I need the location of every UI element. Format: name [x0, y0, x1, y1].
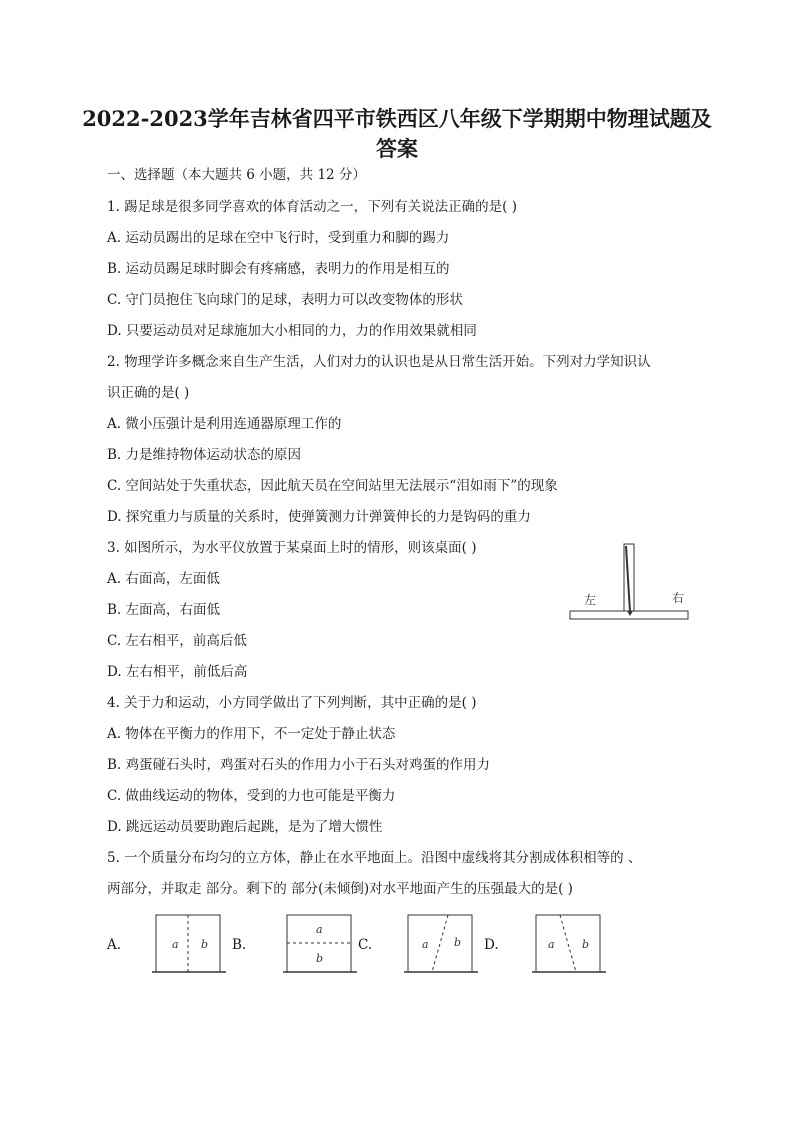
title-line-2: 答案	[376, 136, 418, 161]
cut-line	[432, 915, 448, 972]
question-3-stem: 3. 如图所示，为水平仪放置于某桌面上时的情形，则该桌面( )	[107, 540, 477, 556]
part-b-label: b	[582, 938, 590, 951]
question-2-option-b: B. 力是维持物体运动状态的原因	[107, 447, 302, 463]
question-1-option-c: C. 守门员抱住飞向球门的足球，表明力可以改变物体的形状	[107, 292, 463, 308]
document-title	[60, 104, 734, 164]
left-label: 左	[584, 593, 597, 607]
part-a-label: a	[172, 938, 179, 951]
level-instrument-figure	[566, 540, 694, 624]
question-5-option-b-label: B.	[232, 937, 247, 953]
question-5-stem-line-2: 两部分，并取走 部分。剩下的 部分(未倾倒)对水平地面产生的压强最大的是( )	[107, 881, 573, 897]
section-heading: 一、选择题（本大题共 6 小题，共 12 分）	[107, 167, 366, 183]
question-4-stem: 4. 关于力和运动，小方同学做出了下列判断，其中正确的是( )	[107, 695, 477, 711]
question-2-option-c: C. 空间站处于失重状态，因此航天员在空间站里无法展示“泪如雨下”的现象	[107, 478, 558, 494]
question-4-option-b: B. 鸡蛋碰石头时，鸡蛋对石头的作用力小于石头对鸡蛋的作用力	[107, 757, 491, 773]
question-3-option-d: D. 左右相平，前低后高	[107, 664, 248, 680]
part-a-label: a	[422, 938, 429, 951]
question-4-option-c: C. 做曲线运动的物体，受到的力也可能是平衡力	[107, 788, 396, 804]
title-line-1: 2022-2023学年吉林省四平市铁西区八年级下学期期中物理试题及	[82, 106, 712, 131]
question-2-option-d: D. 探究重力与质量的关系时，使弹簧测力计弹簧伸长的力是钩码的重力	[107, 509, 531, 525]
question-2-option-a: A. 微小压强计是利用连通器原理工作的	[107, 416, 342, 432]
plumb-line	[626, 546, 630, 612]
part-a-label: a	[548, 938, 555, 951]
question-5-figure-b	[281, 912, 359, 976]
part-b-label: b	[454, 936, 462, 949]
question-3-option-c: C. 左右相平，前高后低	[107, 633, 247, 649]
question-5-stem-line-1: 5. 一个质量分布均匀的立方体，静止在水平地面上。沿图中虚线将其分割成体积相等的 、	[107, 850, 642, 866]
question-1-option-a: A. 运动员踢出的足球在空中飞行时，受到重力和脚的踢力	[107, 230, 450, 246]
question-3-option-b: B. 左面高，右面低	[107, 602, 221, 618]
right-label: 右	[672, 591, 685, 605]
plumb-bob	[627, 611, 633, 616]
cut-line	[560, 915, 576, 972]
question-5-option-d-label: D.	[484, 937, 499, 953]
question-5-figure-c	[402, 912, 480, 976]
part-b-label: b	[316, 952, 324, 965]
cube-outline	[536, 915, 600, 972]
question-1-stem: 1. 踢足球是很多同学喜欢的体育活动之一，下列有关说法正确的是( )	[107, 199, 517, 215]
question-5-figure-a	[150, 912, 228, 976]
question-4-option-d: D. 跳远运动员要助跑后起跳，是为了增大惯性	[107, 819, 383, 835]
question-5-option-a-label: A.	[107, 937, 122, 953]
question-2-stem-line-1: 2. 物理学许多概念来自生产生活，人们对力的认识也是从日常生活开始。下列对力学知识认	[107, 354, 651, 370]
part-b-label: b	[201, 938, 209, 951]
part-a-label: a	[316, 923, 323, 936]
question-5-option-c-label: C.	[358, 937, 373, 953]
question-1-option-b: B. 运动员踢足球时脚会有疼痛感，表明力的作用是相互的	[107, 261, 450, 277]
question-2-stem-line-2: 识正确的是( )	[107, 385, 190, 401]
cube-outline	[408, 915, 472, 972]
question-3-option-a: A. 右面高，左面低	[107, 571, 220, 587]
question-1-option-d: D. 只要运动员对足球施加大小相同的力，力的作用效果就相同	[107, 323, 477, 339]
question-4-option-a: A. 物体在平衡力的作用下，不一定处于静止状态	[107, 726, 396, 742]
question-5-figure-d	[530, 912, 608, 976]
